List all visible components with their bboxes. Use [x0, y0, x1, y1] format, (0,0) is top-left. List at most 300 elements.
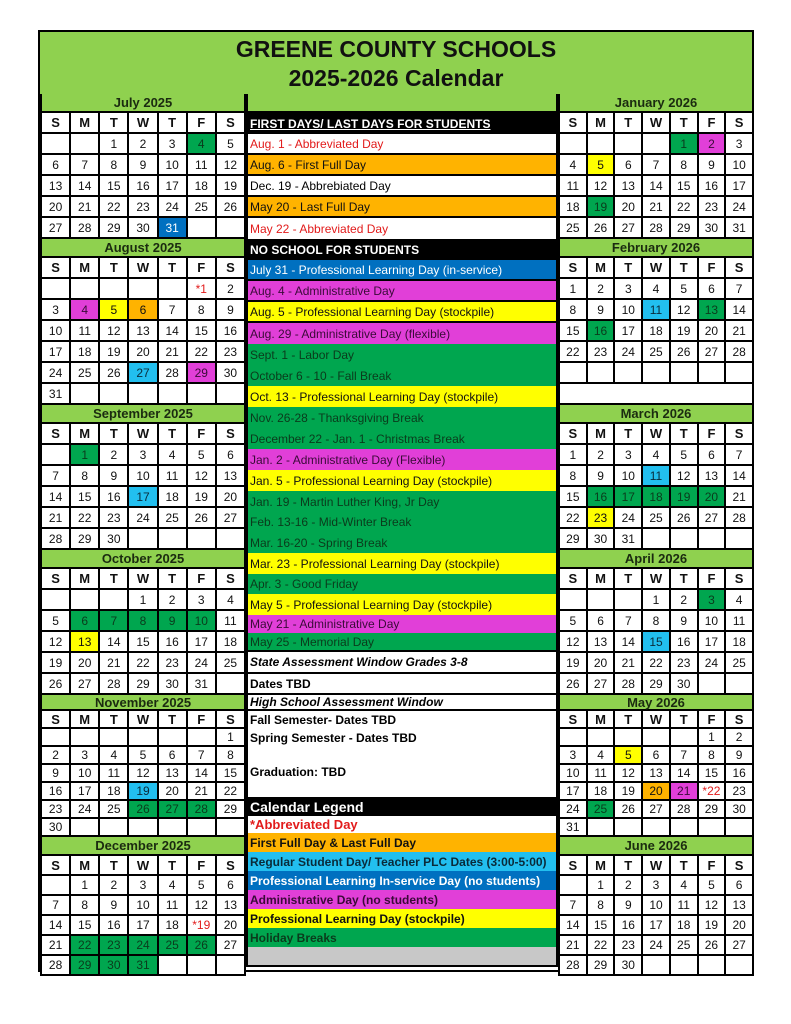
day-cell: 8 [560, 300, 588, 321]
day-cell: 5 [217, 134, 246, 155]
day-cell: 29 [588, 956, 616, 976]
weekday-header: M [71, 856, 100, 876]
day-cell: 4 [643, 445, 671, 466]
day-cell [643, 956, 671, 976]
day-cell: 10 [42, 321, 71, 342]
day-cell: 21 [42, 508, 71, 529]
month-grid-feb2026 [558, 258, 754, 384]
day-cell [71, 729, 100, 747]
day-cell [699, 363, 727, 384]
day-cell: 5 [615, 747, 643, 765]
day-cell [671, 956, 699, 976]
event-row: Dec. 19 - Abbrebiated Day [246, 176, 558, 197]
day-cell: 26 [100, 363, 129, 384]
day-cell: 16 [615, 916, 643, 936]
day-cell: 18 [100, 783, 129, 801]
day-cell: 23 [671, 653, 699, 674]
day-cell: 12 [699, 896, 727, 916]
weekday-header: S [560, 711, 588, 729]
day-cell: 3 [188, 590, 217, 611]
weekday-header: W [643, 424, 671, 445]
day-cell: 7 [42, 896, 71, 916]
day-cell: 26 [188, 508, 217, 529]
day-cell: 22 [643, 653, 671, 674]
weekday-header: S [42, 258, 71, 279]
weekday-header: T [671, 113, 699, 134]
weekday-header: S [42, 569, 71, 590]
month-grid-jan2026 [558, 113, 754, 239]
day-cell: 14 [615, 632, 643, 653]
weekday-header: S [217, 711, 246, 729]
day-cell [217, 956, 246, 976]
day-cell: 30 [159, 674, 188, 695]
day-cell: 3 [42, 300, 71, 321]
weekday-header: W [643, 711, 671, 729]
day-cell: 22 [560, 342, 588, 363]
day-cell: 6 [615, 155, 643, 176]
day-cell: 17 [129, 916, 158, 936]
day-cell: 15 [217, 765, 246, 783]
legend-admin: Administrative Day (no students) [246, 890, 558, 909]
title-line-1: GREENE COUNTY SCHOOLS [235, 36, 557, 62]
day-cell: 2 [217, 279, 246, 300]
day-cell: 24 [615, 508, 643, 529]
day-cell: 9 [217, 300, 246, 321]
weekday-header: M [588, 424, 616, 445]
day-cell: 15 [188, 321, 217, 342]
day-cell: 26 [188, 936, 217, 956]
day-cell: 30 [129, 218, 158, 239]
day-cell [217, 674, 246, 695]
day-cell: 11 [671, 896, 699, 916]
weekday-header: M [588, 113, 616, 134]
day-cell: 3 [699, 590, 727, 611]
weekday-header: F [188, 424, 217, 445]
day-cell: 28 [100, 674, 129, 695]
day-cell [699, 819, 727, 837]
day-cell: 18 [643, 487, 671, 508]
day-cell: 18 [159, 487, 188, 508]
day-cell: 3 [726, 134, 754, 155]
day-cell: 24 [159, 197, 188, 218]
month-header-sep2025: September 2025 [40, 405, 246, 424]
day-cell: 22 [588, 936, 616, 956]
day-cell: 1 [100, 134, 129, 155]
event-row: May 21 - Administrative Day [246, 615, 558, 633]
month-header-nov2025: November 2025 [40, 695, 246, 711]
day-cell: 12 [42, 632, 71, 653]
day-cell: 5 [560, 611, 588, 632]
weekday-header: T [159, 856, 188, 876]
fall-semester: Fall Semester- Dates TBD [246, 711, 558, 729]
day-cell: 5 [699, 876, 727, 896]
day-cell: 22 [217, 783, 246, 801]
day-cell: 6 [699, 445, 727, 466]
day-cell: 31 [188, 674, 217, 695]
weekday-header: F [188, 856, 217, 876]
day-cell [71, 134, 100, 155]
day-cell: 4 [726, 590, 754, 611]
day-cell: *19 [188, 916, 217, 936]
month-header-may2026: May 2026 [558, 695, 754, 711]
day-cell [560, 363, 588, 384]
day-cell: 27 [699, 508, 727, 529]
day-cell [726, 956, 754, 976]
weekday-header: S [217, 258, 246, 279]
day-cell: 20 [42, 197, 71, 218]
day-cell: 9 [699, 155, 727, 176]
month-grid-apr2026 [558, 569, 754, 695]
weekday-header: S [217, 856, 246, 876]
day-cell: 3 [129, 876, 158, 896]
day-cell: 4 [159, 876, 188, 896]
day-cell: 2 [129, 134, 158, 155]
legend-first-last-full: First Full Day & Last Full Day [246, 833, 558, 852]
weekday-header: S [560, 113, 588, 134]
day-cell: 23 [615, 936, 643, 956]
day-cell: 13 [699, 466, 727, 487]
day-cell: 23 [217, 342, 246, 363]
day-cell [42, 590, 71, 611]
day-cell: 13 [643, 765, 671, 783]
day-cell: 7 [560, 896, 588, 916]
day-cell: 31 [129, 956, 158, 976]
day-cell: 25 [671, 936, 699, 956]
day-cell [42, 279, 71, 300]
event-row: July 31 - Professional Learning Day (in-service) [246, 260, 558, 281]
day-cell: 1 [560, 445, 588, 466]
day-cell [217, 819, 246, 837]
event-row: Jan. 5 - Professional Learning Day (stockpile) [246, 470, 558, 491]
day-cell [643, 529, 671, 550]
day-cell [588, 363, 616, 384]
day-cell: 24 [42, 363, 71, 384]
weekday-header: S [42, 424, 71, 445]
day-cell: 22 [71, 508, 100, 529]
events-top-band [246, 94, 558, 113]
day-cell: 6 [699, 279, 727, 300]
day-cell: 25 [726, 653, 754, 674]
day-cell: 20 [615, 197, 643, 218]
day-cell: 31 [615, 529, 643, 550]
day-cell: 13 [71, 632, 100, 653]
day-cell: 14 [726, 466, 754, 487]
day-cell: 8 [129, 611, 158, 632]
month-grid-jul2025 [40, 113, 246, 239]
day-cell: 21 [671, 783, 699, 801]
month-grid-dec2025 [40, 856, 246, 976]
legend-holiday: Holiday Breaks [246, 928, 558, 947]
day-cell [42, 729, 71, 747]
weekday-header: W [643, 569, 671, 590]
spring-semester: Spring Semester - Dates TBD [246, 729, 558, 747]
month-grid-aug2025 [40, 258, 246, 405]
event-row: May 22 - Abbreviated Day [246, 218, 558, 239]
day-cell: 2 [726, 729, 754, 747]
day-cell: 26 [217, 197, 246, 218]
day-cell: 29 [100, 218, 129, 239]
day-cell: 10 [699, 611, 727, 632]
weekday-header: S [726, 569, 754, 590]
day-cell: 27 [615, 218, 643, 239]
day-cell [726, 819, 754, 837]
day-cell: 20 [726, 916, 754, 936]
day-cell [129, 384, 158, 405]
day-cell: 16 [726, 765, 754, 783]
weekday-header: S [726, 424, 754, 445]
day-cell [588, 819, 616, 837]
day-cell: 21 [615, 653, 643, 674]
day-cell: 6 [71, 611, 100, 632]
day-cell: 10 [560, 765, 588, 783]
day-cell: 27 [42, 218, 71, 239]
events-column [246, 94, 558, 967]
weekday-header: T [100, 856, 129, 876]
day-cell: 10 [726, 155, 754, 176]
weekday-header: S [560, 424, 588, 445]
day-cell: 29 [188, 363, 217, 384]
day-cell: 7 [42, 466, 71, 487]
day-cell: 12 [188, 466, 217, 487]
day-cell: 19 [100, 342, 129, 363]
weekday-header: W [643, 113, 671, 134]
day-cell: 11 [560, 176, 588, 197]
day-cell: 27 [129, 363, 158, 384]
day-cell: 28 [560, 956, 588, 976]
day-cell: 20 [699, 321, 727, 342]
day-cell: 25 [188, 197, 217, 218]
day-cell [100, 819, 129, 837]
day-cell: 2 [588, 279, 616, 300]
weekday-header: S [217, 424, 246, 445]
page-title [40, 32, 752, 94]
day-cell: 7 [726, 445, 754, 466]
weekday-header: M [71, 569, 100, 590]
day-cell: 20 [217, 916, 246, 936]
day-cell: 24 [188, 653, 217, 674]
day-cell [129, 279, 158, 300]
spacer [246, 747, 558, 763]
day-cell: 11 [71, 321, 100, 342]
event-row: Sept. 1 - Labor Day [246, 344, 558, 365]
day-cell: 7 [726, 279, 754, 300]
day-cell: 14 [42, 487, 71, 508]
graduation: Graduation: TBD [246, 763, 558, 781]
day-cell [100, 729, 129, 747]
day-cell [71, 590, 100, 611]
day-cell [188, 218, 217, 239]
day-cell: 1 [71, 445, 100, 466]
weekday-header: T [671, 856, 699, 876]
weekday-header: W [129, 424, 158, 445]
day-cell: 31 [159, 218, 188, 239]
day-cell: 28 [643, 218, 671, 239]
day-cell: 10 [71, 765, 100, 783]
day-cell: 13 [726, 896, 754, 916]
month-header-apr2026: April 2026 [558, 550, 754, 569]
day-cell [643, 819, 671, 837]
day-cell: 9 [615, 896, 643, 916]
day-cell [217, 529, 246, 550]
day-cell: 19 [671, 321, 699, 342]
weekday-header: F [699, 258, 727, 279]
day-cell: 4 [643, 279, 671, 300]
day-cell: 7 [100, 611, 129, 632]
day-cell: 30 [42, 819, 71, 837]
weekday-header: F [188, 258, 217, 279]
day-cell: 29 [71, 529, 100, 550]
day-cell: 15 [671, 176, 699, 197]
day-cell: 5 [129, 747, 158, 765]
weekday-header: T [671, 569, 699, 590]
day-cell: 17 [129, 487, 158, 508]
day-cell: 8 [71, 466, 100, 487]
day-cell: 29 [71, 956, 100, 976]
day-cell: 10 [188, 611, 217, 632]
day-cell [671, 819, 699, 837]
day-cell: 23 [726, 783, 754, 801]
weekday-header: T [100, 258, 129, 279]
day-cell: 25 [643, 342, 671, 363]
event-row: Feb. 13-16 - Mid-Winter Break [246, 512, 558, 532]
event-row: May 5 - Professional Learning Day (stockpile) [246, 594, 558, 615]
day-cell: 8 [560, 466, 588, 487]
weekday-header: W [129, 113, 158, 134]
event-row: Apr. 3 - Good Friday [246, 574, 558, 594]
day-cell: 13 [217, 896, 246, 916]
day-cell: 3 [159, 134, 188, 155]
day-cell: 28 [71, 218, 100, 239]
day-cell [671, 363, 699, 384]
day-cell [560, 876, 588, 896]
month-grid-nov2025 [40, 711, 246, 837]
day-cell: 19 [129, 783, 158, 801]
day-cell [560, 729, 588, 747]
event-row: May 20 - Last Full Day [246, 197, 558, 218]
day-cell: 15 [699, 765, 727, 783]
day-cell [643, 363, 671, 384]
day-cell: 19 [42, 653, 71, 674]
day-cell [560, 134, 588, 155]
day-cell: 11 [588, 765, 616, 783]
weekday-header: T [159, 113, 188, 134]
day-cell: 29 [643, 674, 671, 695]
day-cell: 1 [671, 134, 699, 155]
weekday-header: F [699, 856, 727, 876]
day-cell: 16 [217, 321, 246, 342]
day-cell: 1 [699, 729, 727, 747]
day-cell: 15 [129, 632, 158, 653]
day-cell: 12 [671, 300, 699, 321]
day-cell: 5 [671, 279, 699, 300]
day-cell: 9 [100, 896, 129, 916]
day-cell: 29 [560, 529, 588, 550]
weekday-header: T [100, 711, 129, 729]
weekday-header: S [217, 569, 246, 590]
day-cell: 17 [615, 321, 643, 342]
day-cell: 3 [643, 876, 671, 896]
day-cell [699, 529, 727, 550]
weekday-header: W [129, 258, 158, 279]
day-cell: 16 [100, 916, 129, 936]
event-row: Aug. 29 - Administrative Day (flexible) [246, 323, 558, 344]
day-cell: 14 [188, 765, 217, 783]
day-cell: 24 [615, 342, 643, 363]
day-cell: 22 [71, 936, 100, 956]
weekday-header: M [71, 711, 100, 729]
weekday-header: W [643, 258, 671, 279]
day-cell: 15 [560, 321, 588, 342]
day-cell: 27 [699, 342, 727, 363]
day-cell: 2 [100, 876, 129, 896]
day-cell: 6 [129, 300, 158, 321]
day-cell [159, 819, 188, 837]
day-cell: 18 [560, 197, 588, 218]
day-cell: 25 [643, 508, 671, 529]
day-cell: 4 [71, 300, 100, 321]
day-cell: 9 [588, 466, 616, 487]
weekday-header: S [42, 856, 71, 876]
day-cell: 11 [643, 466, 671, 487]
day-cell: 15 [588, 916, 616, 936]
day-cell: 5 [188, 876, 217, 896]
day-cell: 2 [671, 590, 699, 611]
day-cell [699, 674, 727, 695]
no-school-header: NO SCHOOL FOR STUDENTS [246, 239, 558, 260]
day-cell: 4 [560, 155, 588, 176]
day-cell: 9 [726, 747, 754, 765]
day-cell [615, 590, 643, 611]
day-cell: 28 [42, 529, 71, 550]
day-cell: 16 [671, 632, 699, 653]
day-cell: 6 [159, 747, 188, 765]
month-header-dec2025: December 2025 [40, 837, 246, 856]
day-cell: 26 [560, 674, 588, 695]
day-cell: 20 [159, 783, 188, 801]
weekday-header: T [615, 113, 643, 134]
day-cell: 30 [726, 801, 754, 819]
weekday-header: T [100, 569, 129, 590]
day-cell: 11 [726, 611, 754, 632]
day-cell: 7 [159, 300, 188, 321]
day-cell: 28 [615, 674, 643, 695]
day-cell: 29 [699, 801, 727, 819]
weekday-header: T [671, 711, 699, 729]
day-cell: 18 [188, 176, 217, 197]
weekday-header: M [588, 856, 616, 876]
day-cell: 24 [726, 197, 754, 218]
day-cell [159, 279, 188, 300]
day-cell: 28 [671, 801, 699, 819]
day-cell [42, 134, 71, 155]
day-cell: 9 [159, 611, 188, 632]
day-cell: 24 [560, 801, 588, 819]
day-cell: 29 [217, 801, 246, 819]
day-cell: 14 [42, 916, 71, 936]
day-cell [129, 819, 158, 837]
weekday-header: S [726, 113, 754, 134]
day-cell: 12 [129, 765, 158, 783]
month-header-jul2025: July 2025 [40, 94, 246, 113]
day-cell: 13 [588, 632, 616, 653]
month-grid-may2026 [558, 711, 754, 837]
day-cell: 30 [100, 529, 129, 550]
day-cell [643, 729, 671, 747]
day-cell: 8 [643, 611, 671, 632]
day-cell: 19 [217, 176, 246, 197]
day-cell [726, 363, 754, 384]
day-cell: 16 [588, 321, 616, 342]
